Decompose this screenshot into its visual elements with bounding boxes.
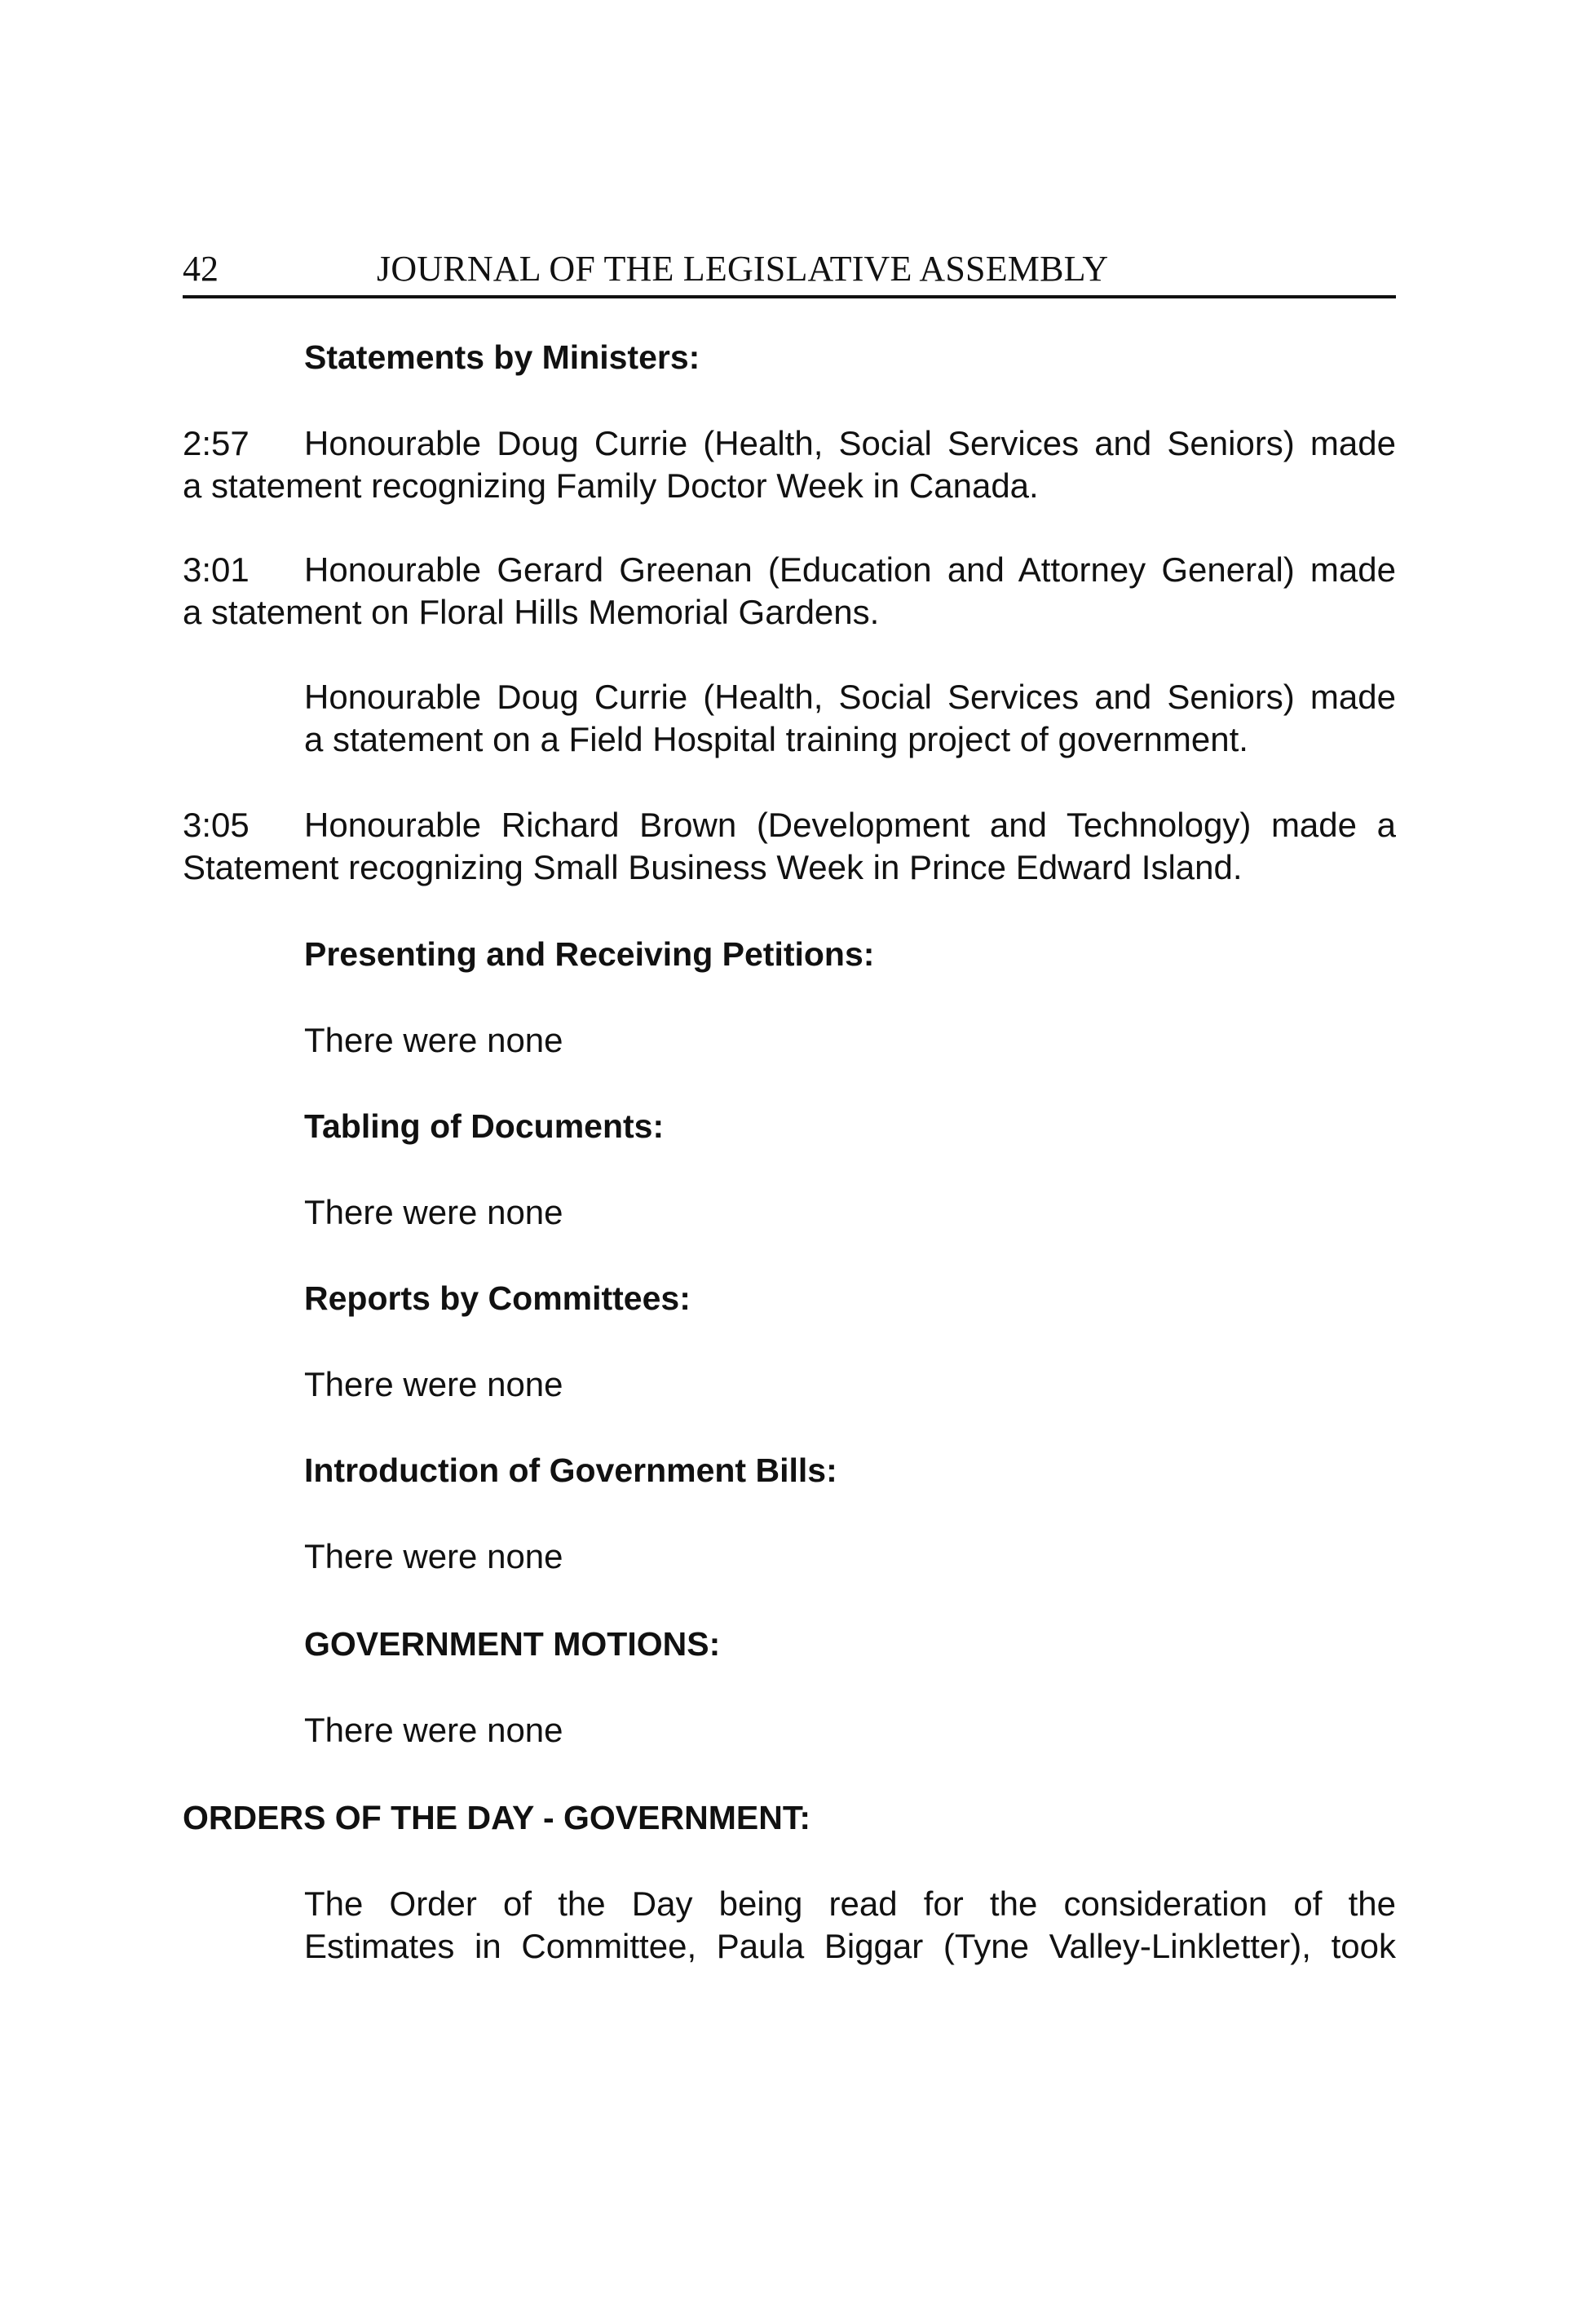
statement-line: Honourable Gerard Greenan (Education and Attorney General) made xyxy=(304,550,1396,589)
statement-line: Statement recognizing Small Business Week in Prince Edward Island. xyxy=(183,848,1243,886)
statements-heading: Statements by Ministers: xyxy=(304,338,700,376)
statement-line: Honourable Doug Currie (Health, Social Services and Seniors) made xyxy=(304,424,1396,462)
statement-line: Honourable Doug Currie (Health, Social Services and Seniors) made xyxy=(304,678,1396,716)
petitions-heading: Presenting and Receiving Petitions: xyxy=(304,935,875,973)
page-header xyxy=(183,245,1396,298)
page-number: 42 xyxy=(183,249,219,289)
statement-entry xyxy=(183,804,1396,846)
statement-time: 2:57 xyxy=(183,424,250,462)
journal-title: JOURNAL OF THE LEGISLATIVE ASSEMBLY xyxy=(377,249,1109,289)
bills-heading: Introduction of Government Bills: xyxy=(304,1451,837,1489)
tabling-text: There were none xyxy=(304,1193,563,1231)
orders-line: Estimates in Committee, Paula Biggar (Tyne Valley-Linkletter), took xyxy=(304,1927,1396,1965)
statement-entry xyxy=(183,422,1396,465)
bills-text: There were none xyxy=(304,1537,563,1575)
statement-line: a statement on a Field Hospital training project of government. xyxy=(304,720,1248,758)
orders-heading: ORDERS OF THE DAY - GOVERNMENT: xyxy=(183,1799,810,1836)
motions-heading: GOVERNMENT MOTIONS: xyxy=(304,1625,721,1663)
statement-line: Honourable Richard Brown (Development and Technology) made a xyxy=(304,806,1396,844)
petitions-text: There were none xyxy=(304,1021,563,1059)
statement-entry xyxy=(183,549,1396,591)
statement-line: a statement on Floral Hills Memorial Gardens. xyxy=(183,593,880,631)
tabling-heading: Tabling of Documents: xyxy=(304,1107,665,1145)
statement-time: 3:01 xyxy=(183,550,250,589)
statement-line: a statement recognizing Family Doctor Week in Canada. xyxy=(183,466,1039,505)
orders-line: The Order of the Day being read for the consideration of the xyxy=(304,1884,1396,1923)
reports-heading: Reports by Committees: xyxy=(304,1279,691,1317)
reports-text: There were none xyxy=(304,1365,563,1403)
statement-time: 3:05 xyxy=(183,806,250,844)
motions-text: There were none xyxy=(304,1711,563,1749)
